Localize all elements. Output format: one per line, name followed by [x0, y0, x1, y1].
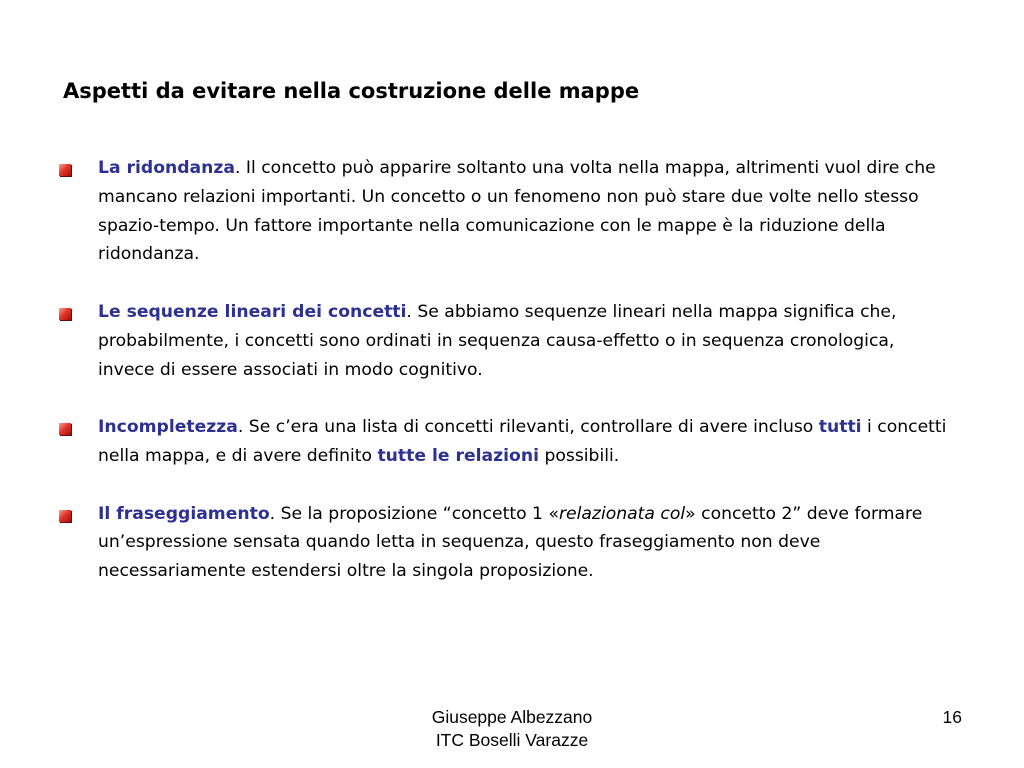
footer-author-block [362, 706, 662, 752]
footer-author: Giuseppe Albezzano [431, 707, 593, 727]
footer-school: ITC Boselli Varazze [435, 730, 589, 750]
square-bullet-icon [59, 510, 71, 522]
bullet-text: i concetti nella mappa, e di avere definito [98, 417, 947, 466]
bullet-emphasis: tutte le relazioni [377, 445, 539, 466]
slide-title: Aspetti da evitare nella costruzione delle mappe [63, 79, 640, 103]
bullet-list [0, 154, 1024, 615]
bullet-keyword: La ridondanza [98, 158, 235, 178]
page-number: 16 [942, 707, 962, 727]
bullet-keyword: Le sequenze lineari dei concetti [98, 301, 407, 322]
bullet-item-incompletezza [0, 413, 948, 471]
bullet-item-fraseggiamento [0, 500, 948, 586]
bullet-text: . Se c’era una lista di concetti rilevanti, controllare di avere incluso [237, 417, 819, 438]
bullet-keyword: Il fraseggiamento [98, 503, 270, 524]
bullet-text: . Se abbiamo sequenze lineari nella mappa significa che, probabilmente, i concetti sono ordinati in sequenza causa-effetto o in sequenza cronologica, invece di essere associati in modo cognitivo. [98, 301, 897, 380]
bullet-text: . Se la proposizione “concetto 1 « [269, 503, 559, 524]
bullet-text: » concetto 2” deve formare un’espressione sensata quando letta in sequenza, questo fraseggiamento non deve necessariamente estendersi oltre la singola proposizione. [98, 503, 923, 582]
square-bullet-icon [59, 423, 71, 435]
bullet-text: . Il concetto può apparire soltanto una volta nella mappa, altrimenti vuol dire che mancano relazioni importanti. Un concetto o un fenomeno non può stare due volte nello stesso spazio-tempo. Un fattore importante nella comunicazione con le mappe è la riduzione della ridondanza. [98, 158, 936, 265]
bullet-emphasis: tutti [818, 417, 862, 438]
bullet-item-sequenze-lineari [0, 298, 948, 384]
bullet-text: possibili. [538, 445, 620, 466]
bullet-italic: relazionata col [558, 503, 686, 524]
square-bullet-icon [59, 164, 71, 176]
bullet-item-ridondanza [0, 154, 948, 269]
bullet-keyword: Incompletezza [98, 417, 238, 438]
square-bullet-icon [59, 308, 71, 320]
